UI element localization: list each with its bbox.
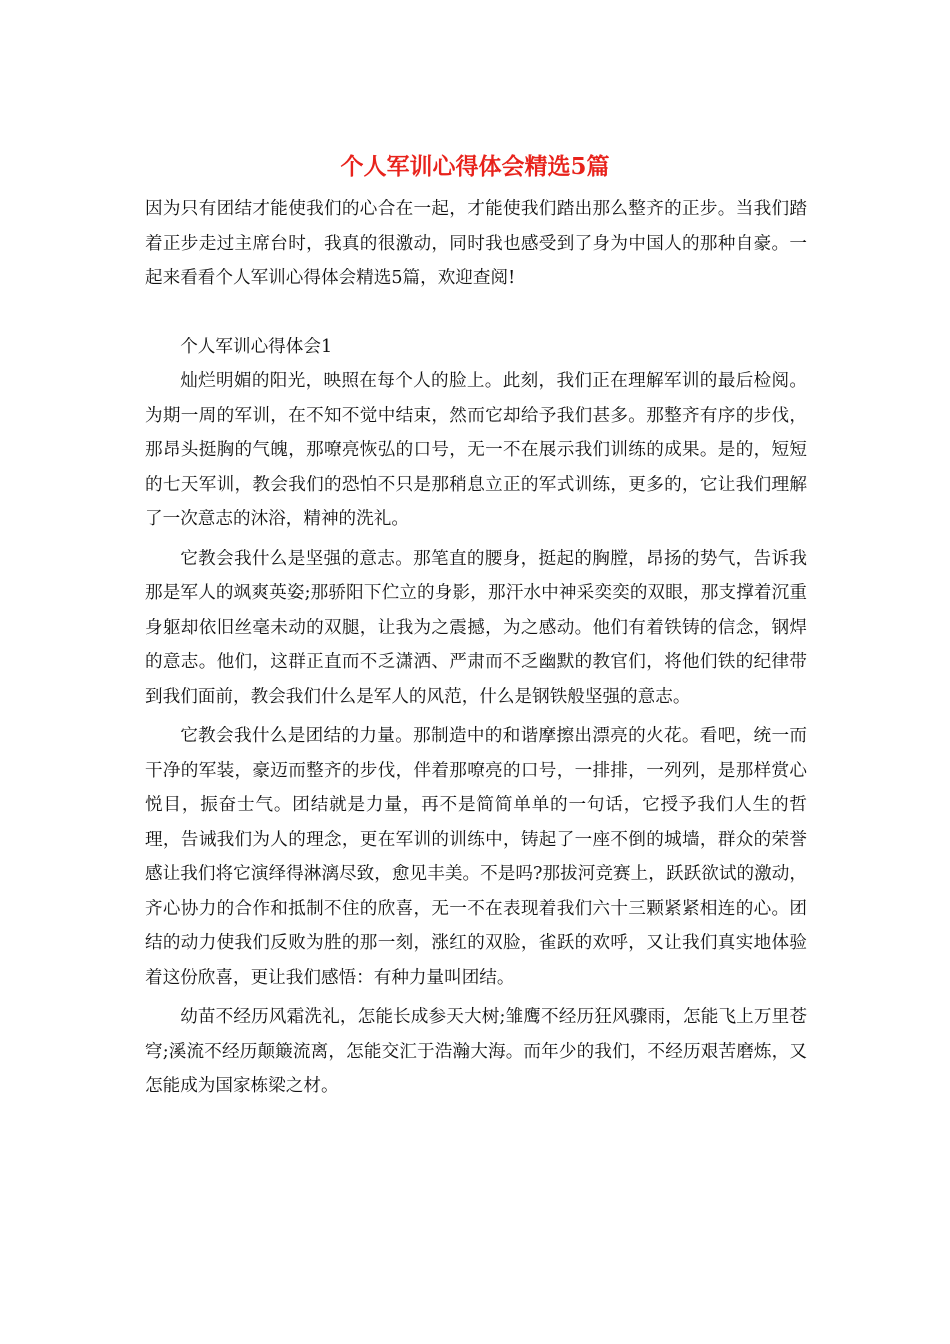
section-heading: 个人军训心得体会1 — [180, 336, 333, 357]
body-paragraph-1: 灿烂明媚的阳光，映照在每个人的脸上。此刻，我们正在理解军训的最后检阅。为期一周的军训，在不知不觉中结束，然而它却给予我们甚多。那整齐有序的步伐，那昂头挺胸的气魄，那嘹亮恢弘的口号，无一不在展示我们训练的成果。是的，短短的七天军训，教会我们的恐怕不只是那稍息立正的军式训练，更多的，它让我们理解了一次意志的沐浴，精神的洗礼。 — [145, 371, 807, 529]
body-paragraph-4: 幼苗不经历风霜洗礼，怎能长成参天大树;雏鹰不经历狂风骤雨，怎能飞上万里苍穹;溪流不经历颠簸流离，怎能交汇于浩瀚大海。而年少的我们，不经历艰苦磨炼，又怎能成为国家栋梁之材。 — [145, 1007, 807, 1096]
document-body — [145, 192, 807, 1109]
intro-paragraph: 因为只有团结才能使我们的心合在一起，才能使我们踏出那么整齐的正步。当我们踏着正步走过主席台时，我真的很激动，同时我也感受到了身为中国人的那种自豪。一起来看看个人军训心得体会精选5篇，欢迎查阅! — [145, 199, 807, 288]
document-title: 个人军训心得体会精选5篇 — [340, 153, 610, 180]
body-paragraph-2: 它教会我什么是坚强的意志。那笔直的腰身，挺起的胸膛，昂扬的势气，告诉我那是军人的飒爽英姿;那骄阳下伫立的身影，那汗水中神采奕奕的双眼，那支撑着沉重身躯却依旧丝毫未动的双腿，让我为之震撼，为之感动。他们有着铁铸的信念，钢焊的意志。他们，这群正直而不乏潇洒、严肃而不乏幽默的教官们，将他们铁的纪律带到我们面前，教会我们什么是军人的风范，什么是钢铁般坚强的意志。 — [145, 548, 807, 707]
body-paragraph-3: 它教会我什么是团结的力量。那制造中的和谐摩擦出漂亮的火花。看吧，统一而干净的军装，豪迈而整齐的步伐，伴着那嘹亮的口号，一排排，一列列，是那样赏心悦目，振奋士气。团结就是力量，再不是简简单单的一句话，它授予我们人生的哲理，告诫我们为人的理念，更在军训的训练中，铸起了一座不倒的城墙，群众的荣誉感让我们将它演绎得淋漓尽致，愈见丰美。不是吗?那拔河竞赛上，跃跃欲试的激动，齐心协力的合作和抵制不住的欣喜，无一不在表现着我们六十三颗紧紧相连的心。团结的动力使我们反败为胜的那一刻，涨红的双脸，雀跃的欢呼，又让我们真实地体验着这份欣喜，更让我们感悟：有种力量叫团结。 — [145, 726, 807, 988]
